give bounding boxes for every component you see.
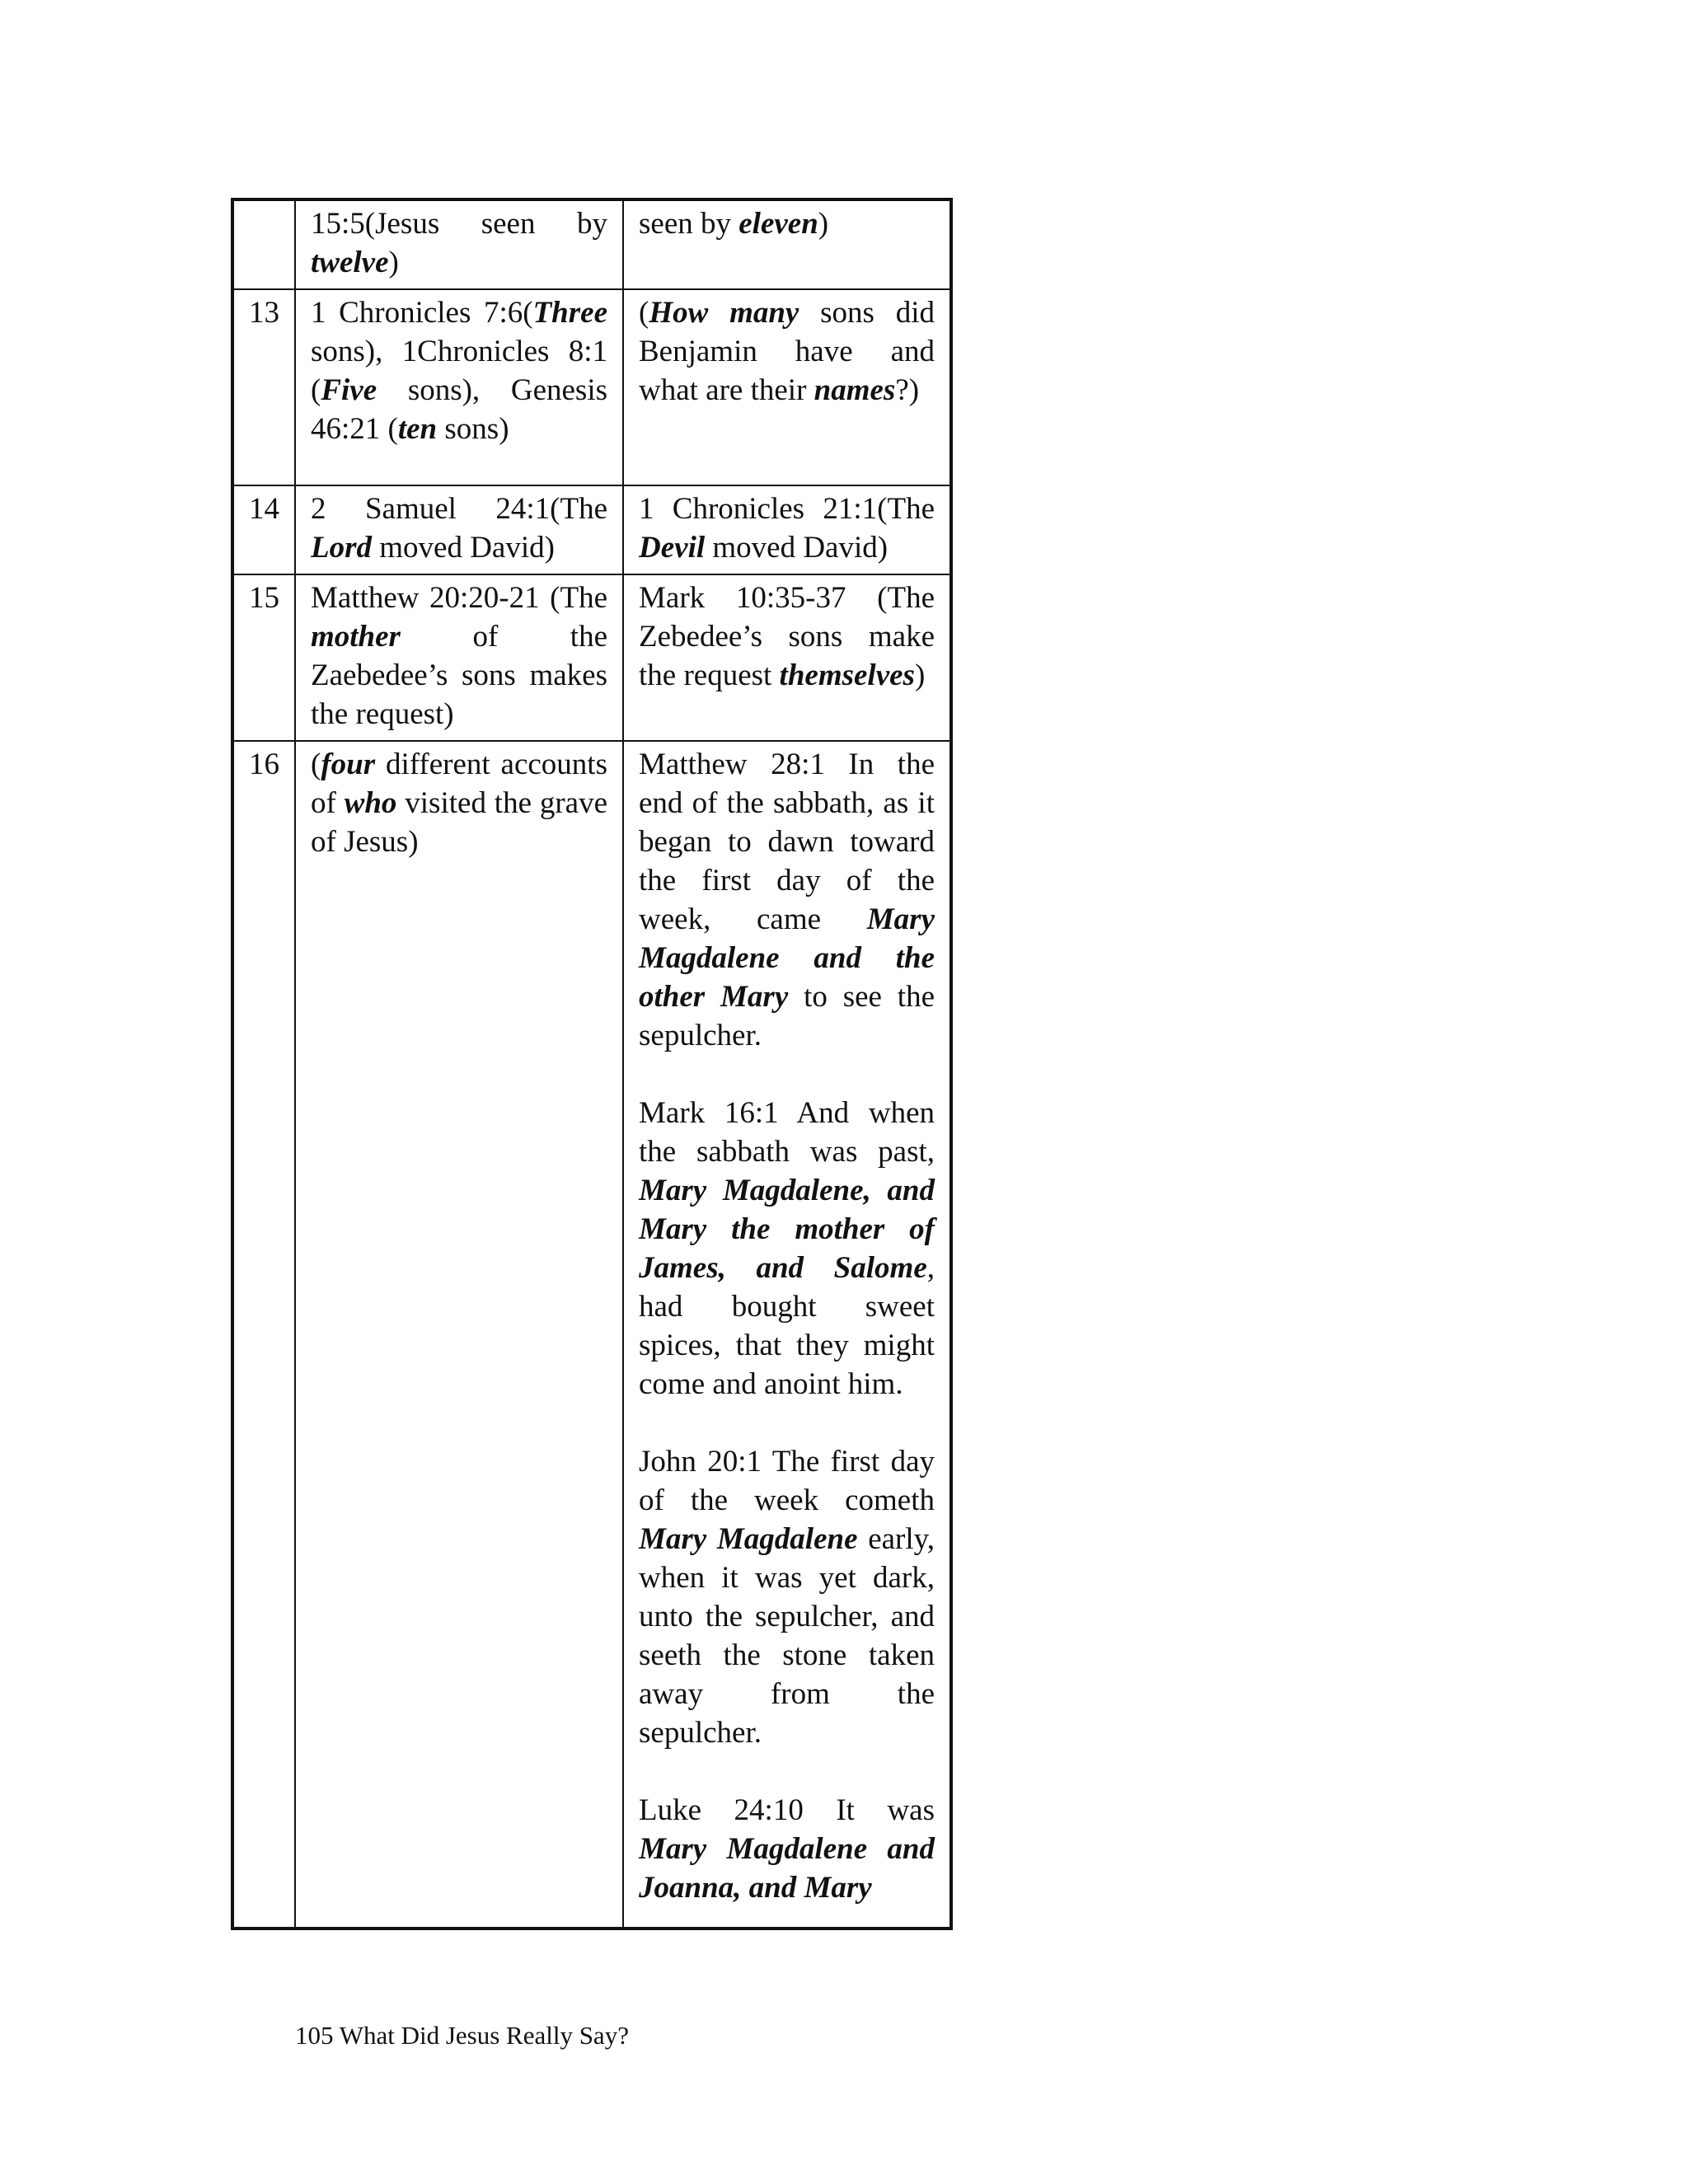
emphasis-text: eleven xyxy=(738,207,818,241)
cell-text: ?) xyxy=(895,373,920,407)
cell-text: ( xyxy=(639,296,649,330)
first-reference-cell xyxy=(295,199,623,289)
table-row xyxy=(232,199,951,289)
cell-text: early, when it was yet dark, unto the sepulcher, and seeth the stone taken away from the sepulcher. xyxy=(639,1522,935,1750)
cell-paragraph xyxy=(639,204,935,243)
cell-text: moved David) xyxy=(372,531,555,565)
cell-paragraph xyxy=(639,745,935,1055)
second-reference-cell xyxy=(623,741,951,1929)
table-row xyxy=(232,485,951,574)
cell-text: moved David) xyxy=(705,531,889,565)
row-number: 14 xyxy=(232,485,295,574)
cell-text: seen by xyxy=(639,207,739,241)
emphasis-text: Lord xyxy=(311,531,372,565)
emphasis-text: Mary Magdalene, and Mary the mother of James, and Salome xyxy=(639,1174,935,1285)
page-footer: 105 What Did Jesus Really Say? xyxy=(295,2021,629,2050)
cell-text: ) xyxy=(818,207,829,241)
cell-text: , had bought sweet spices, that they might come and anoint him. xyxy=(639,1251,935,1401)
row-number: 16 xyxy=(232,741,295,1929)
table-body xyxy=(232,199,951,1929)
cell-paragraph xyxy=(639,490,935,567)
second-reference-cell xyxy=(623,485,951,574)
cell-paragraph xyxy=(639,293,935,410)
cell-paragraph xyxy=(311,745,607,861)
first-reference-cell xyxy=(295,741,623,1929)
cell-paragraph xyxy=(639,1791,935,1907)
emphasis-text: Three xyxy=(532,296,607,330)
emphasis-text: themselves xyxy=(779,658,915,692)
cell-text: 1 Chronicles 21:1(The xyxy=(639,492,935,526)
cell-text: sons) xyxy=(437,412,509,446)
cell-paragraph xyxy=(639,1442,935,1752)
cell-text: of the Zaebedee’s sons makes the request) xyxy=(311,620,607,731)
emphasis-text: twelve xyxy=(311,246,389,279)
cell-text: different accounts of xyxy=(311,748,607,820)
cell-text: sons), Genesis 46:21 ( xyxy=(311,373,607,446)
table-row xyxy=(232,289,951,485)
cell-paragraph xyxy=(639,1094,935,1404)
row-number: 15 xyxy=(232,574,295,741)
cell-text: Mark 16:1 And when the sabbath was past, xyxy=(639,1096,935,1169)
emphasis-text: four xyxy=(321,748,376,781)
cell-text: sons), 1Chronicles 8:1 ( xyxy=(311,335,607,407)
emphasis-text: Mary Magdalene and the other Mary xyxy=(639,902,935,1014)
emphasis-text: Mary Magdalene xyxy=(639,1522,858,1556)
cell-text: Matthew 28:1 In the end of the sabbath, as it began to dawn toward the first day of the week, came xyxy=(639,748,935,936)
cell-text: sons did Benjamin have and what are their xyxy=(639,296,935,407)
cell-text: ) xyxy=(914,658,926,692)
cell-text: ) xyxy=(388,246,399,279)
cell-text: 15:5(Jesus seen by xyxy=(311,207,607,241)
cell-paragraph xyxy=(311,293,607,448)
second-reference-cell xyxy=(623,289,951,485)
cell-text: ( xyxy=(311,748,321,781)
emphasis-text: who xyxy=(344,786,397,820)
emphasis-text: Five xyxy=(321,373,377,407)
row-number xyxy=(232,199,295,289)
cell-text: Luke 24:10 It was xyxy=(639,1793,935,1827)
cell-paragraph xyxy=(639,579,935,695)
cell-text: Mark 10:35-37 (The Zebedee’s sons make the request xyxy=(639,581,935,692)
emphasis-text: Mary Magdalene and Joanna, and Mary xyxy=(639,1832,935,1905)
emphasis-text: How many xyxy=(649,296,799,330)
first-reference-cell xyxy=(295,574,623,741)
first-reference-cell xyxy=(295,485,623,574)
cell-text: Matthew 20:20-21 (The xyxy=(311,581,607,615)
emphasis-text: Devil xyxy=(639,531,706,565)
row-number: 13 xyxy=(232,289,295,485)
emphasis-text: ten xyxy=(397,412,438,446)
contradictions-table xyxy=(231,198,953,1930)
second-reference-cell xyxy=(623,574,951,741)
cell-paragraph xyxy=(311,204,607,282)
cell-text: 2 Samuel 24:1(The xyxy=(311,492,607,526)
second-reference-cell xyxy=(623,199,951,289)
cell-paragraph xyxy=(311,579,607,733)
cell-paragraph xyxy=(311,490,607,567)
cell-text: John 20:1 The first day of the week cometh xyxy=(639,1445,935,1517)
emphasis-text: mother xyxy=(311,620,401,654)
table-row xyxy=(232,574,951,741)
first-reference-cell xyxy=(295,289,623,485)
cell-text: visited the grave of Jesus) xyxy=(311,786,607,859)
emphasis-text: names xyxy=(814,373,896,407)
table-row xyxy=(232,741,951,1929)
cell-text: to see the sepulcher. xyxy=(639,980,935,1052)
cell-text: 1 Chronicles 7:6( xyxy=(311,296,533,330)
